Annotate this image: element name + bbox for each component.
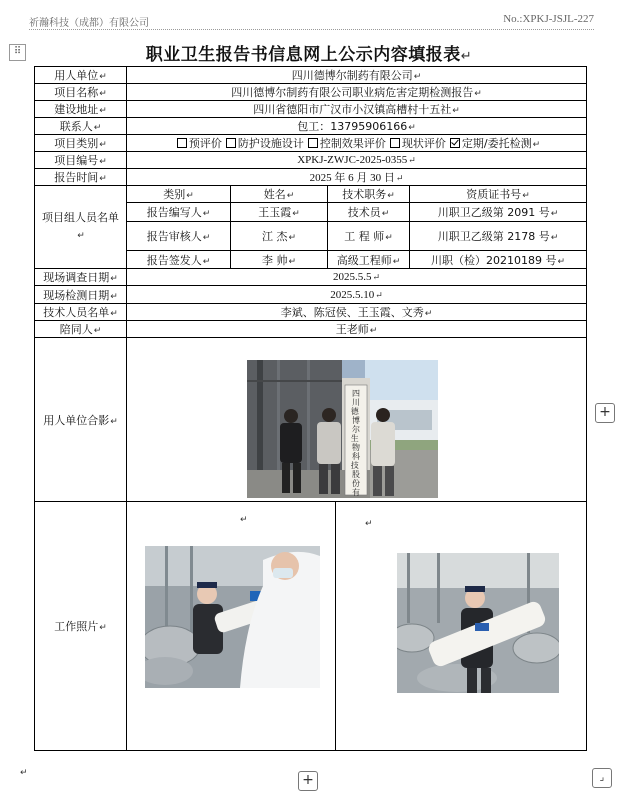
work-photo-right [397,553,559,693]
value-escort[interactable]: 王老师↵ [127,321,587,338]
option-periodic-testing: 定期/委托检测 [461,137,532,150]
team-role: 报告签发人↵ [127,251,231,269]
row-project-name [35,84,587,101]
team-header-name: 姓名↵ [231,186,328,203]
header-doc-number: No.:XPKJ-JSJL-227 [503,13,594,25]
team-cert[interactable]: 川职卫乙级第 2091 号↵ [410,203,587,222]
page-title [0,40,618,65]
value-employer[interactable]: 四川德博尔制药有限公司↵ [127,67,587,84]
value-address[interactable]: 四川省德阳市广汉市小汉镇高槽村十五社↵ [127,101,587,118]
option-pre-evaluation: 预评价 [188,137,222,150]
table-move-handle-icon[interactable]: ⠿ [9,44,26,61]
label-escort: 陪同人↵ [35,321,127,338]
paragraph-mark-icon: ↵ [365,519,373,529]
checkbox-pre-evaluation[interactable] [177,138,187,148]
row-contact [35,118,587,135]
value-test-date[interactable]: 2025.5.10↵ [127,286,587,304]
label-team: 项目组人员名单↵ [35,186,127,269]
team-name[interactable]: 江 杰↵ [231,222,328,251]
header-divider [29,29,594,30]
row-project-no [35,152,587,169]
label-address: 建设地址↵ [35,101,127,118]
row-address [35,101,587,118]
group-photo [247,360,438,498]
option-protection-design: 防护设施设计 [237,137,304,150]
team-title[interactable]: 高级工程师↵ [328,251,410,269]
team-role: 报告审核人↵ [127,222,231,251]
add-row-bottom-icon[interactable]: + [298,771,318,791]
team-title[interactable]: 工 程 师↵ [328,222,410,251]
value-project-name[interactable]: 四川德博尔制药有限公司职业病危害定期检测报告↵ [127,84,587,101]
team-name[interactable]: 王玉霞↵ [231,203,328,222]
value-survey-date[interactable]: 2025.5.5↵ [127,269,587,286]
table-resize-handle-icon[interactable]: ⌟ [592,768,612,788]
checkbox-periodic-testing[interactable] [450,138,460,148]
row-survey-date [35,269,587,286]
team-cert[interactable]: 川职（检）20210189 号↵ [410,251,587,269]
paragraph-mark-icon: ↵ [460,49,473,64]
label-employer: 用人单位↵ [35,67,127,84]
team-name[interactable]: 李 帅↵ [231,251,328,269]
team-role: 报告编写人↵ [127,203,231,222]
nameplate-text: 四川德 博尔生 物科技 股份有 [350,389,360,497]
row-team-header [35,186,587,203]
team-title[interactable]: 技术员↵ [328,203,410,222]
row-category [35,135,587,152]
value-technicians[interactable]: 李斌、陈冠侯、王玉霞、文秀↵ [127,304,587,321]
paragraph-mark-icon: ↵ [20,768,28,778]
label-category: 项目类别↵ [35,135,127,152]
work-photo-left [145,546,320,688]
value-category: 预评价 防护设施设计 控制效果评价 现状评价 定期/委托检测↵ [127,135,587,152]
value-report-time[interactable]: 2025 年 6 月 30 日↵ [127,169,587,186]
label-project-no: 项目编号↵ [35,152,127,169]
work-photo-left-image [145,546,320,688]
work-photo-right-image [397,553,559,693]
label-group-photo: 用人单位合影↵ [35,338,127,502]
label-survey-date: 现场调查日期↵ [35,269,127,286]
label-test-date: 现场检测日期↵ [35,286,127,304]
checkbox-status-evaluation[interactable] [390,138,400,148]
label-contact: 联系人↵ [35,118,127,135]
checkbox-control-effect[interactable] [308,138,318,148]
label-report-time: 报告时间↵ [35,169,127,186]
team-cert[interactable]: 川职卫乙级第 2178 号↵ [410,222,587,251]
paragraph-mark-icon: ↵ [240,515,248,525]
option-control-effect: 控制效果评价 [319,137,386,150]
row-report-time [35,169,587,186]
row-escort [35,321,587,338]
add-row-icon[interactable]: + [595,403,615,423]
row-test-date [35,286,587,304]
row-technicians [35,304,587,321]
team-header-category: 类别↵ [127,186,231,203]
label-project-name: 项目名称↵ [35,84,127,101]
team-header-cert: 资质证书号↵ [410,186,587,203]
value-project-no[interactable]: XPKJ-ZWJC-2025-0355↵ [127,152,587,169]
title-text: 职业卫生报告书信息网上公示内容填报表 [145,45,461,65]
checkbox-protection-design[interactable] [226,138,236,148]
team-header-title: 技术职务↵ [328,186,410,203]
label-work-photos: 工作照片↵ [35,502,127,751]
value-contact[interactable]: 包工：13795906166↵ [127,118,587,135]
option-status-evaluation: 现状评价 [401,137,446,150]
header-company: 祈瀚科技（成都）有限公司 [29,18,149,29]
row-employer [35,67,587,84]
group-photo-image [247,360,438,498]
label-technicians: 技术人员名单↵ [35,304,127,321]
